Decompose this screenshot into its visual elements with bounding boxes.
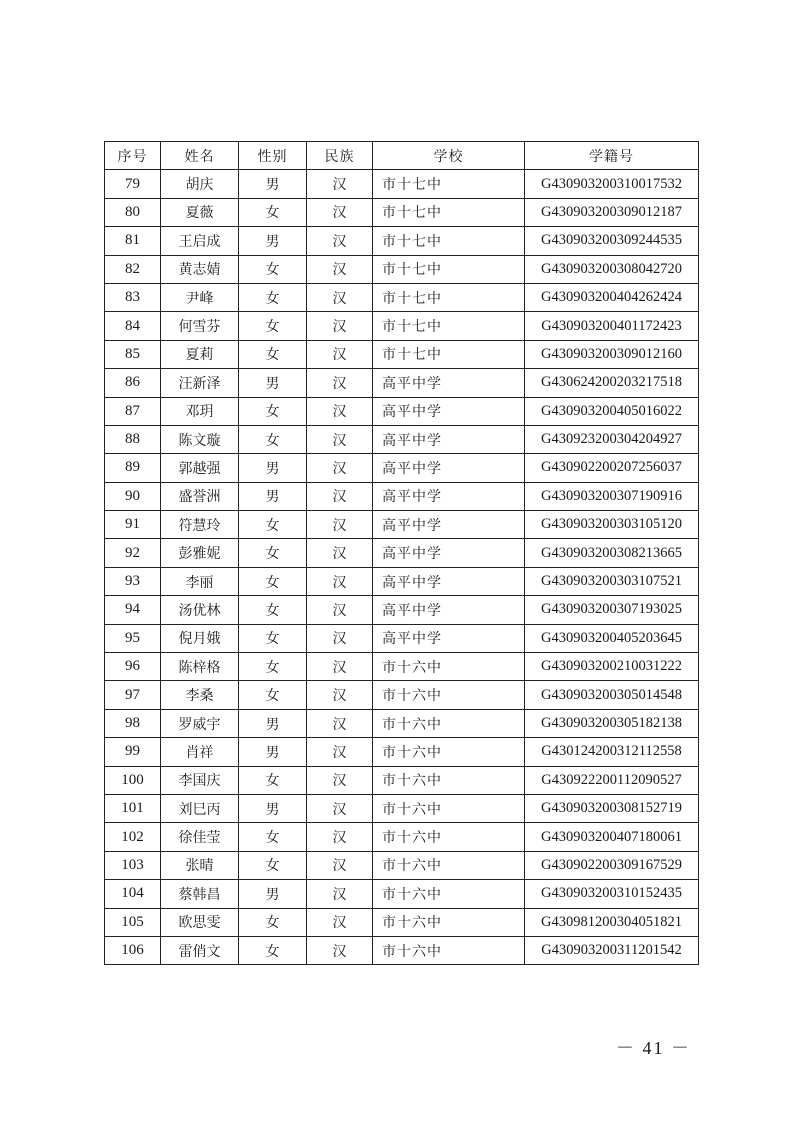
cell-name: 盛誉洲 <box>161 482 239 510</box>
cell-student-id: G430902200207256037 <box>525 454 699 482</box>
cell-school: 市十六中 <box>373 851 525 879</box>
cell-name: 欧思雯 <box>161 908 239 936</box>
cell-index: 94 <box>105 596 161 624</box>
cell-name: 倪月娥 <box>161 624 239 652</box>
table-row <box>105 312 699 340</box>
cell-index: 97 <box>105 681 161 709</box>
table-row <box>105 482 699 510</box>
cell-index: 89 <box>105 454 161 482</box>
cell-gender: 男 <box>239 880 307 908</box>
table-row <box>105 369 699 397</box>
cell-ethnicity: 汉 <box>307 454 373 482</box>
cell-gender: 女 <box>239 312 307 340</box>
cell-gender: 女 <box>239 539 307 567</box>
cell-student-id: G430903200311201542 <box>525 936 699 964</box>
cell-ethnicity: 汉 <box>307 340 373 368</box>
cell-index: 81 <box>105 227 161 255</box>
cell-index: 79 <box>105 170 161 198</box>
cell-school: 市十六中 <box>373 908 525 936</box>
cell-ethnicity: 汉 <box>307 170 373 198</box>
cell-index: 104 <box>105 880 161 908</box>
table-row <box>105 794 699 822</box>
cell-ethnicity: 汉 <box>307 425 373 453</box>
cell-ethnicity: 汉 <box>307 397 373 425</box>
cell-gender: 女 <box>239 425 307 453</box>
cell-gender: 男 <box>239 227 307 255</box>
cell-index: 84 <box>105 312 161 340</box>
header-index: 序号 <box>105 142 161 170</box>
table-row <box>105 255 699 283</box>
cell-school: 高平中学 <box>373 511 525 539</box>
cell-gender: 女 <box>239 567 307 595</box>
cell-school: 市十七中 <box>373 227 525 255</box>
cell-name: 尹峰 <box>161 283 239 311</box>
table-row <box>105 454 699 482</box>
cell-name: 胡庆 <box>161 170 239 198</box>
cell-school: 市十七中 <box>373 198 525 226</box>
student-roster-table <box>104 141 699 965</box>
cell-name: 徐佳莹 <box>161 823 239 851</box>
table-row <box>105 596 699 624</box>
cell-ethnicity: 汉 <box>307 567 373 595</box>
cell-gender: 女 <box>239 823 307 851</box>
cell-school: 高平中学 <box>373 454 525 482</box>
cell-index: 86 <box>105 369 161 397</box>
cell-gender: 女 <box>239 283 307 311</box>
cell-ethnicity: 汉 <box>307 369 373 397</box>
cell-name: 雷俏文 <box>161 936 239 964</box>
table-row <box>105 539 699 567</box>
cell-index: 105 <box>105 908 161 936</box>
cell-index: 93 <box>105 567 161 595</box>
cell-school: 高平中学 <box>373 539 525 567</box>
cell-school: 高平中学 <box>373 567 525 595</box>
cell-school: 高平中学 <box>373 596 525 624</box>
cell-student-id: G430903200405203645 <box>525 624 699 652</box>
cell-student-id: G430981200304051821 <box>525 908 699 936</box>
cell-student-id: G430903200308213665 <box>525 539 699 567</box>
cell-index: 83 <box>105 283 161 311</box>
cell-gender: 女 <box>239 511 307 539</box>
table-row <box>105 624 699 652</box>
cell-student-id: G430624200203217518 <box>525 369 699 397</box>
cell-school: 市十六中 <box>373 709 525 737</box>
cell-school: 市十六中 <box>373 823 525 851</box>
cell-ethnicity: 汉 <box>307 255 373 283</box>
cell-name: 罗威宇 <box>161 709 239 737</box>
cell-student-id: G430903200303107521 <box>525 567 699 595</box>
cell-ethnicity: 汉 <box>307 198 373 226</box>
cell-name: 李国庆 <box>161 766 239 794</box>
cell-name: 蔡韩昌 <box>161 880 239 908</box>
cell-name: 王启成 <box>161 227 239 255</box>
cell-index: 99 <box>105 738 161 766</box>
cell-school: 高平中学 <box>373 482 525 510</box>
cell-gender: 女 <box>239 255 307 283</box>
cell-ethnicity: 汉 <box>307 312 373 340</box>
cell-school: 市十七中 <box>373 312 525 340</box>
cell-ethnicity: 汉 <box>307 681 373 709</box>
cell-gender: 女 <box>239 908 307 936</box>
cell-name: 郭越强 <box>161 454 239 482</box>
cell-student-id: G430903200308042720 <box>525 255 699 283</box>
cell-gender: 男 <box>239 369 307 397</box>
cell-gender: 女 <box>239 397 307 425</box>
cell-student-id: G430903200303105120 <box>525 511 699 539</box>
cell-index: 80 <box>105 198 161 226</box>
cell-ethnicity: 汉 <box>307 539 373 567</box>
cell-name: 刘巳丙 <box>161 794 239 822</box>
cell-index: 82 <box>105 255 161 283</box>
cell-school: 市十六中 <box>373 766 525 794</box>
table-row <box>105 880 699 908</box>
cell-index: 92 <box>105 539 161 567</box>
cell-school: 高平中学 <box>373 624 525 652</box>
cell-index: 106 <box>105 936 161 964</box>
cell-student-id: G430903200405016022 <box>525 397 699 425</box>
cell-student-id: G430903200307190916 <box>525 482 699 510</box>
table-header-row <box>105 142 699 170</box>
cell-student-id: G430903200305014548 <box>525 681 699 709</box>
cell-ethnicity: 汉 <box>307 936 373 964</box>
cell-ethnicity: 汉 <box>307 653 373 681</box>
table-row <box>105 567 699 595</box>
cell-index: 100 <box>105 766 161 794</box>
cell-student-id: G430903200307193025 <box>525 596 699 624</box>
cell-index: 103 <box>105 851 161 879</box>
cell-school: 市十六中 <box>373 880 525 908</box>
cell-name: 邓玥 <box>161 397 239 425</box>
cell-index: 87 <box>105 397 161 425</box>
header-student-id: 学籍号 <box>525 142 699 170</box>
cell-name: 陈文璇 <box>161 425 239 453</box>
cell-index: 102 <box>105 823 161 851</box>
cell-ethnicity: 汉 <box>307 709 373 737</box>
cell-gender: 男 <box>239 709 307 737</box>
cell-name: 夏薇 <box>161 198 239 226</box>
cell-ethnicity: 汉 <box>307 823 373 851</box>
table-row <box>105 823 699 851</box>
cell-student-id: G430903200309012160 <box>525 340 699 368</box>
table-row <box>105 397 699 425</box>
cell-gender: 男 <box>239 454 307 482</box>
cell-student-id: G430902200309167529 <box>525 851 699 879</box>
cell-name: 符慧玲 <box>161 511 239 539</box>
cell-ethnicity: 汉 <box>307 794 373 822</box>
cell-gender: 女 <box>239 624 307 652</box>
cell-student-id: G430922200112090527 <box>525 766 699 794</box>
cell-name: 夏莉 <box>161 340 239 368</box>
cell-ethnicity: 汉 <box>307 738 373 766</box>
cell-ethnicity: 汉 <box>307 227 373 255</box>
cell-gender: 女 <box>239 596 307 624</box>
cell-name: 张晴 <box>161 851 239 879</box>
cell-student-id: G430903200404262424 <box>525 283 699 311</box>
header-gender: 性别 <box>239 142 307 170</box>
cell-name: 彭雅妮 <box>161 539 239 567</box>
cell-index: 85 <box>105 340 161 368</box>
cell-ethnicity: 汉 <box>307 511 373 539</box>
cell-index: 96 <box>105 653 161 681</box>
cell-gender: 男 <box>239 170 307 198</box>
cell-school: 市十七中 <box>373 283 525 311</box>
cell-student-id: G430124200312112558 <box>525 738 699 766</box>
cell-ethnicity: 汉 <box>307 624 373 652</box>
cell-student-id: G430903200407180061 <box>525 823 699 851</box>
cell-index: 98 <box>105 709 161 737</box>
cell-name: 陈梓格 <box>161 653 239 681</box>
cell-index: 101 <box>105 794 161 822</box>
cell-gender: 女 <box>239 198 307 226</box>
cell-student-id: G430903200309012187 <box>525 198 699 226</box>
cell-ethnicity: 汉 <box>307 908 373 936</box>
table-row <box>105 851 699 879</box>
cell-student-id: G430903200305182138 <box>525 709 699 737</box>
cell-name: 黄志婧 <box>161 255 239 283</box>
cell-student-id: G430903200210031222 <box>525 653 699 681</box>
cell-index: 95 <box>105 624 161 652</box>
cell-student-id: G430903200310017532 <box>525 170 699 198</box>
table-row <box>105 425 699 453</box>
cell-gender: 男 <box>239 738 307 766</box>
table-row <box>105 653 699 681</box>
table-row <box>105 198 699 226</box>
cell-name: 汤优林 <box>161 596 239 624</box>
cell-gender: 女 <box>239 340 307 368</box>
cell-gender: 男 <box>239 794 307 822</box>
cell-student-id: G430903200308152719 <box>525 794 699 822</box>
cell-index: 90 <box>105 482 161 510</box>
cell-index: 88 <box>105 425 161 453</box>
cell-ethnicity: 汉 <box>307 851 373 879</box>
header-name: 姓名 <box>161 142 239 170</box>
cell-index: 91 <box>105 511 161 539</box>
table-row <box>105 170 699 198</box>
cell-student-id: G430923200304204927 <box>525 425 699 453</box>
cell-gender: 男 <box>239 482 307 510</box>
cell-name: 汪新泽 <box>161 369 239 397</box>
cell-student-id: G430903200309244535 <box>525 227 699 255</box>
table-row <box>105 283 699 311</box>
cell-gender: 女 <box>239 766 307 794</box>
cell-gender: 女 <box>239 851 307 879</box>
cell-gender: 女 <box>239 653 307 681</box>
cell-student-id: G430903200310152435 <box>525 880 699 908</box>
cell-name: 何雪芬 <box>161 312 239 340</box>
table-row <box>105 908 699 936</box>
cell-ethnicity: 汉 <box>307 766 373 794</box>
table-row <box>105 766 699 794</box>
cell-ethnicity: 汉 <box>307 482 373 510</box>
cell-gender: 女 <box>239 936 307 964</box>
cell-school: 高平中学 <box>373 397 525 425</box>
header-school: 学校 <box>373 142 525 170</box>
cell-school: 高平中学 <box>373 369 525 397</box>
cell-name: 李丽 <box>161 567 239 595</box>
table-row <box>105 681 699 709</box>
cell-school: 市十六中 <box>373 653 525 681</box>
table-row <box>105 709 699 737</box>
table-row <box>105 340 699 368</box>
table-row <box>105 738 699 766</box>
cell-ethnicity: 汉 <box>307 880 373 908</box>
cell-name: 肖祥 <box>161 738 239 766</box>
table-row <box>105 227 699 255</box>
cell-school: 高平中学 <box>373 425 525 453</box>
cell-school: 市十六中 <box>373 681 525 709</box>
cell-name: 李桑 <box>161 681 239 709</box>
cell-student-id: G430903200401172423 <box>525 312 699 340</box>
cell-gender: 女 <box>239 681 307 709</box>
header-ethnicity: 民族 <box>307 142 373 170</box>
cell-school: 市十七中 <box>373 170 525 198</box>
table-row <box>105 511 699 539</box>
page-number: － 41 － <box>616 1038 691 1058</box>
cell-school: 市十六中 <box>373 936 525 964</box>
cell-ethnicity: 汉 <box>307 283 373 311</box>
cell-school: 市十七中 <box>373 340 525 368</box>
cell-school: 市十六中 <box>373 794 525 822</box>
cell-school: 市十七中 <box>373 255 525 283</box>
cell-ethnicity: 汉 <box>307 596 373 624</box>
cell-school: 市十六中 <box>373 738 525 766</box>
table-row <box>105 936 699 964</box>
